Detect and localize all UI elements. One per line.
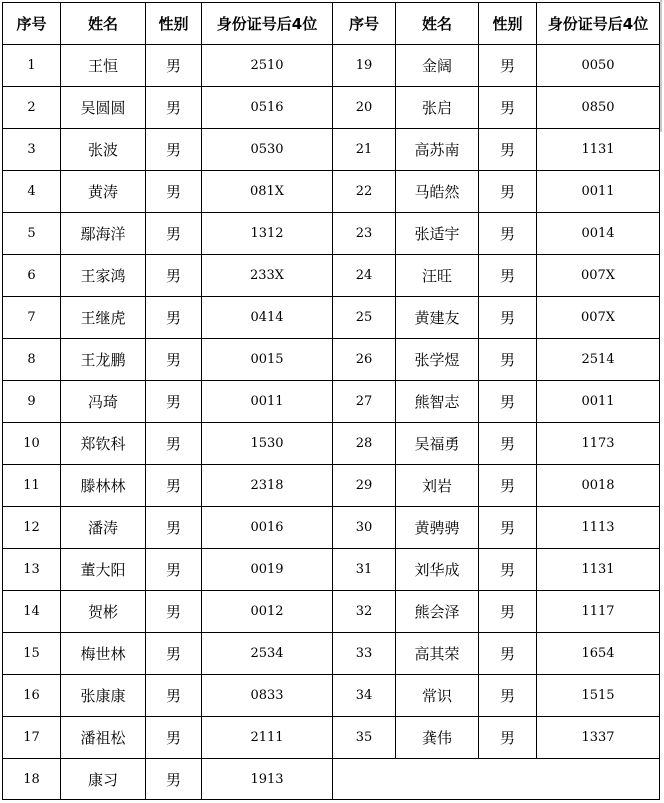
gender-right: 男 [479, 423, 537, 465]
person-name-left: 张波 [61, 129, 146, 171]
person-name-right: 龚伟 [396, 717, 479, 759]
table-row [3, 591, 660, 633]
person-name-right: 张启 [396, 87, 479, 129]
header-gender-right: 性别 [479, 3, 537, 45]
serial-number-left: 6 [3, 255, 61, 297]
table-row [3, 45, 660, 87]
id-last4-right: 0850 [537, 87, 660, 129]
person-name-right: 熊智志 [396, 381, 479, 423]
id-last4-left: 2318 [202, 465, 333, 507]
gender-left: 男 [146, 675, 202, 717]
serial-number-left: 10 [3, 423, 61, 465]
person-name-right: 吴福勇 [396, 423, 479, 465]
table-row [3, 465, 660, 507]
id-last4-right: 1113 [537, 507, 660, 549]
gender-right: 男 [479, 87, 537, 129]
id-last4-left: 0833 [202, 675, 333, 717]
gender-left: 男 [146, 759, 202, 800]
person-name-left: 王家鸿 [61, 255, 146, 297]
gender-right: 男 [479, 129, 537, 171]
serial-number-left: 15 [3, 633, 61, 675]
serial-number-left: 9 [3, 381, 61, 423]
id-last4-right: 0050 [537, 45, 660, 87]
gender-right: 男 [479, 255, 537, 297]
table-row [3, 675, 660, 717]
gender-left: 男 [146, 633, 202, 675]
id-last4-left: 0516 [202, 87, 333, 129]
id-last4-left: 0015 [202, 339, 333, 381]
gender-right: 男 [479, 507, 537, 549]
serial-number-left: 1 [3, 45, 61, 87]
person-name-left: 康习 [61, 759, 146, 800]
gender-right: 男 [479, 171, 537, 213]
gender-left: 男 [146, 381, 202, 423]
header-name-left: 姓名 [61, 3, 146, 45]
serial-number-left: 13 [3, 549, 61, 591]
table-row [3, 759, 660, 800]
header-name-right: 姓名 [396, 3, 479, 45]
serial-number-right: 28 [333, 423, 396, 465]
person-name-left: 潘涛 [61, 507, 146, 549]
serial-number-left: 3 [3, 129, 61, 171]
id-last4-left: 2510 [202, 45, 333, 87]
person-name-right: 高苏南 [396, 129, 479, 171]
table-row [3, 549, 660, 591]
id-last4-left: 081X [202, 171, 333, 213]
person-name-right: 金阔 [396, 45, 479, 87]
table-row [3, 87, 660, 129]
serial-number-right: 19 [333, 45, 396, 87]
id-last4-right: 0011 [537, 171, 660, 213]
person-name-left: 潘祖松 [61, 717, 146, 759]
serial-number-left: 5 [3, 213, 61, 255]
person-name-left: 吴圆圆 [61, 87, 146, 129]
person-name-right: 刘华成 [396, 549, 479, 591]
serial-number-right: 20 [333, 87, 396, 129]
id-last4-left: 1530 [202, 423, 333, 465]
gender-left: 男 [146, 423, 202, 465]
person-name-left: 张康康 [61, 675, 146, 717]
id-last4-left: 0019 [202, 549, 333, 591]
serial-number-left: 7 [3, 297, 61, 339]
person-name-left: 郑钦科 [61, 423, 146, 465]
roster-table [2, 2, 660, 800]
header-no-right: 序号 [333, 3, 396, 45]
id-last4-right: 1117 [537, 591, 660, 633]
serial-number-right: 27 [333, 381, 396, 423]
person-name-right: 张学煜 [396, 339, 479, 381]
serial-number-left: 14 [3, 591, 61, 633]
id-last4-left: 1913 [202, 759, 333, 800]
table-row [3, 381, 660, 423]
gender-right: 男 [479, 633, 537, 675]
serial-number-right: 30 [333, 507, 396, 549]
table-row [3, 339, 660, 381]
serial-number-left: 11 [3, 465, 61, 507]
serial-number-right: 35 [333, 717, 396, 759]
gender-left: 男 [146, 255, 202, 297]
table-row [3, 213, 660, 255]
serial-number-left: 2 [3, 87, 61, 129]
id-last4-left: 2111 [202, 717, 333, 759]
id-last4-right: 007X [537, 297, 660, 339]
gender-right: 男 [479, 549, 537, 591]
id-last4-right: 1173 [537, 423, 660, 465]
id-last4-left: 0016 [202, 507, 333, 549]
gender-left: 男 [146, 129, 202, 171]
serial-number-right: 26 [333, 339, 396, 381]
person-name-left: 黄涛 [61, 171, 146, 213]
serial-number-right: 23 [333, 213, 396, 255]
serial-number-right: 22 [333, 171, 396, 213]
gender-right: 男 [479, 381, 537, 423]
gender-left: 男 [146, 549, 202, 591]
person-name-left: 冯琦 [61, 381, 146, 423]
id-last4-left: 0012 [202, 591, 333, 633]
gender-right: 男 [479, 717, 537, 759]
id-last4-right: 1131 [537, 129, 660, 171]
window-edge-bar [660, 0, 662, 132]
gender-right: 男 [479, 591, 537, 633]
gender-left: 男 [146, 339, 202, 381]
id-last4-right: 0011 [537, 381, 660, 423]
gender-left: 男 [146, 213, 202, 255]
person-name-left: 王龙鹏 [61, 339, 146, 381]
gender-right: 男 [479, 465, 537, 507]
table-row [3, 507, 660, 549]
header-id-last4-right: 身份证号后4位 [537, 3, 660, 45]
table-row [3, 717, 660, 759]
id-last4-right: 0014 [537, 213, 660, 255]
id-last4-left: 0530 [202, 129, 333, 171]
id-last4-right: 1131 [537, 549, 660, 591]
serial-number-left: 18 [3, 759, 61, 800]
person-name-right: 马皓然 [396, 171, 479, 213]
serial-number-right: 24 [333, 255, 396, 297]
gender-right: 男 [479, 213, 537, 255]
table-row [3, 633, 660, 675]
serial-number-right: 25 [333, 297, 396, 339]
empty-cell [333, 759, 660, 800]
person-name-right: 熊会泽 [396, 591, 479, 633]
serial-number-left: 17 [3, 717, 61, 759]
id-last4-right: 1337 [537, 717, 660, 759]
table-row [3, 423, 660, 465]
person-name-right: 高其荣 [396, 633, 479, 675]
gender-right: 男 [479, 297, 537, 339]
table-row [3, 171, 660, 213]
table-row [3, 297, 660, 339]
serial-number-left: 4 [3, 171, 61, 213]
person-name-left: 董大阳 [61, 549, 146, 591]
serial-number-right: 34 [333, 675, 396, 717]
gender-left: 男 [146, 591, 202, 633]
gender-left: 男 [146, 87, 202, 129]
person-name-right: 汪旺 [396, 255, 479, 297]
header-id-last4-left: 身份证号后4位 [202, 3, 333, 45]
id-last4-left: 233X [202, 255, 333, 297]
person-name-left: 梅世林 [61, 633, 146, 675]
person-name-right: 常识 [396, 675, 479, 717]
gender-right: 男 [479, 675, 537, 717]
header-gender-left: 性别 [146, 3, 202, 45]
person-name-left: 王继虎 [61, 297, 146, 339]
id-last4-right: 1515 [537, 675, 660, 717]
serial-number-right: 32 [333, 591, 396, 633]
id-last4-right: 2514 [537, 339, 660, 381]
header-no-left: 序号 [3, 3, 61, 45]
id-last4-right: 007X [537, 255, 660, 297]
header-row [3, 3, 660, 45]
id-last4-right: 0018 [537, 465, 660, 507]
serial-number-right: 21 [333, 129, 396, 171]
roster-sheet [2, 2, 660, 800]
serial-number-left: 8 [3, 339, 61, 381]
person-name-right: 刘岩 [396, 465, 479, 507]
serial-number-right: 31 [333, 549, 396, 591]
person-name-left: 贺彬 [61, 591, 146, 633]
gender-left: 男 [146, 171, 202, 213]
id-last4-right: 1654 [537, 633, 660, 675]
gender-left: 男 [146, 507, 202, 549]
gender-left: 男 [146, 465, 202, 507]
serial-number-right: 33 [333, 633, 396, 675]
serial-number-left: 12 [3, 507, 61, 549]
person-name-left: 滕林林 [61, 465, 146, 507]
gender-left: 男 [146, 717, 202, 759]
table-row [3, 255, 660, 297]
gender-left: 男 [146, 297, 202, 339]
person-name-left: 王恒 [61, 45, 146, 87]
gender-left: 男 [146, 45, 202, 87]
serial-number-right: 29 [333, 465, 396, 507]
person-name-right: 张适宇 [396, 213, 479, 255]
gender-right: 男 [479, 339, 537, 381]
person-name-left: 鄢海洋 [61, 213, 146, 255]
gender-right: 男 [479, 45, 537, 87]
id-last4-left: 0414 [202, 297, 333, 339]
id-last4-left: 2534 [202, 633, 333, 675]
serial-number-left: 16 [3, 675, 61, 717]
person-name-right: 黄建友 [396, 297, 479, 339]
table-row [3, 129, 660, 171]
id-last4-left: 0011 [202, 381, 333, 423]
roster-body [3, 45, 660, 800]
person-name-right: 黄骋骋 [396, 507, 479, 549]
id-last4-left: 1312 [202, 213, 333, 255]
